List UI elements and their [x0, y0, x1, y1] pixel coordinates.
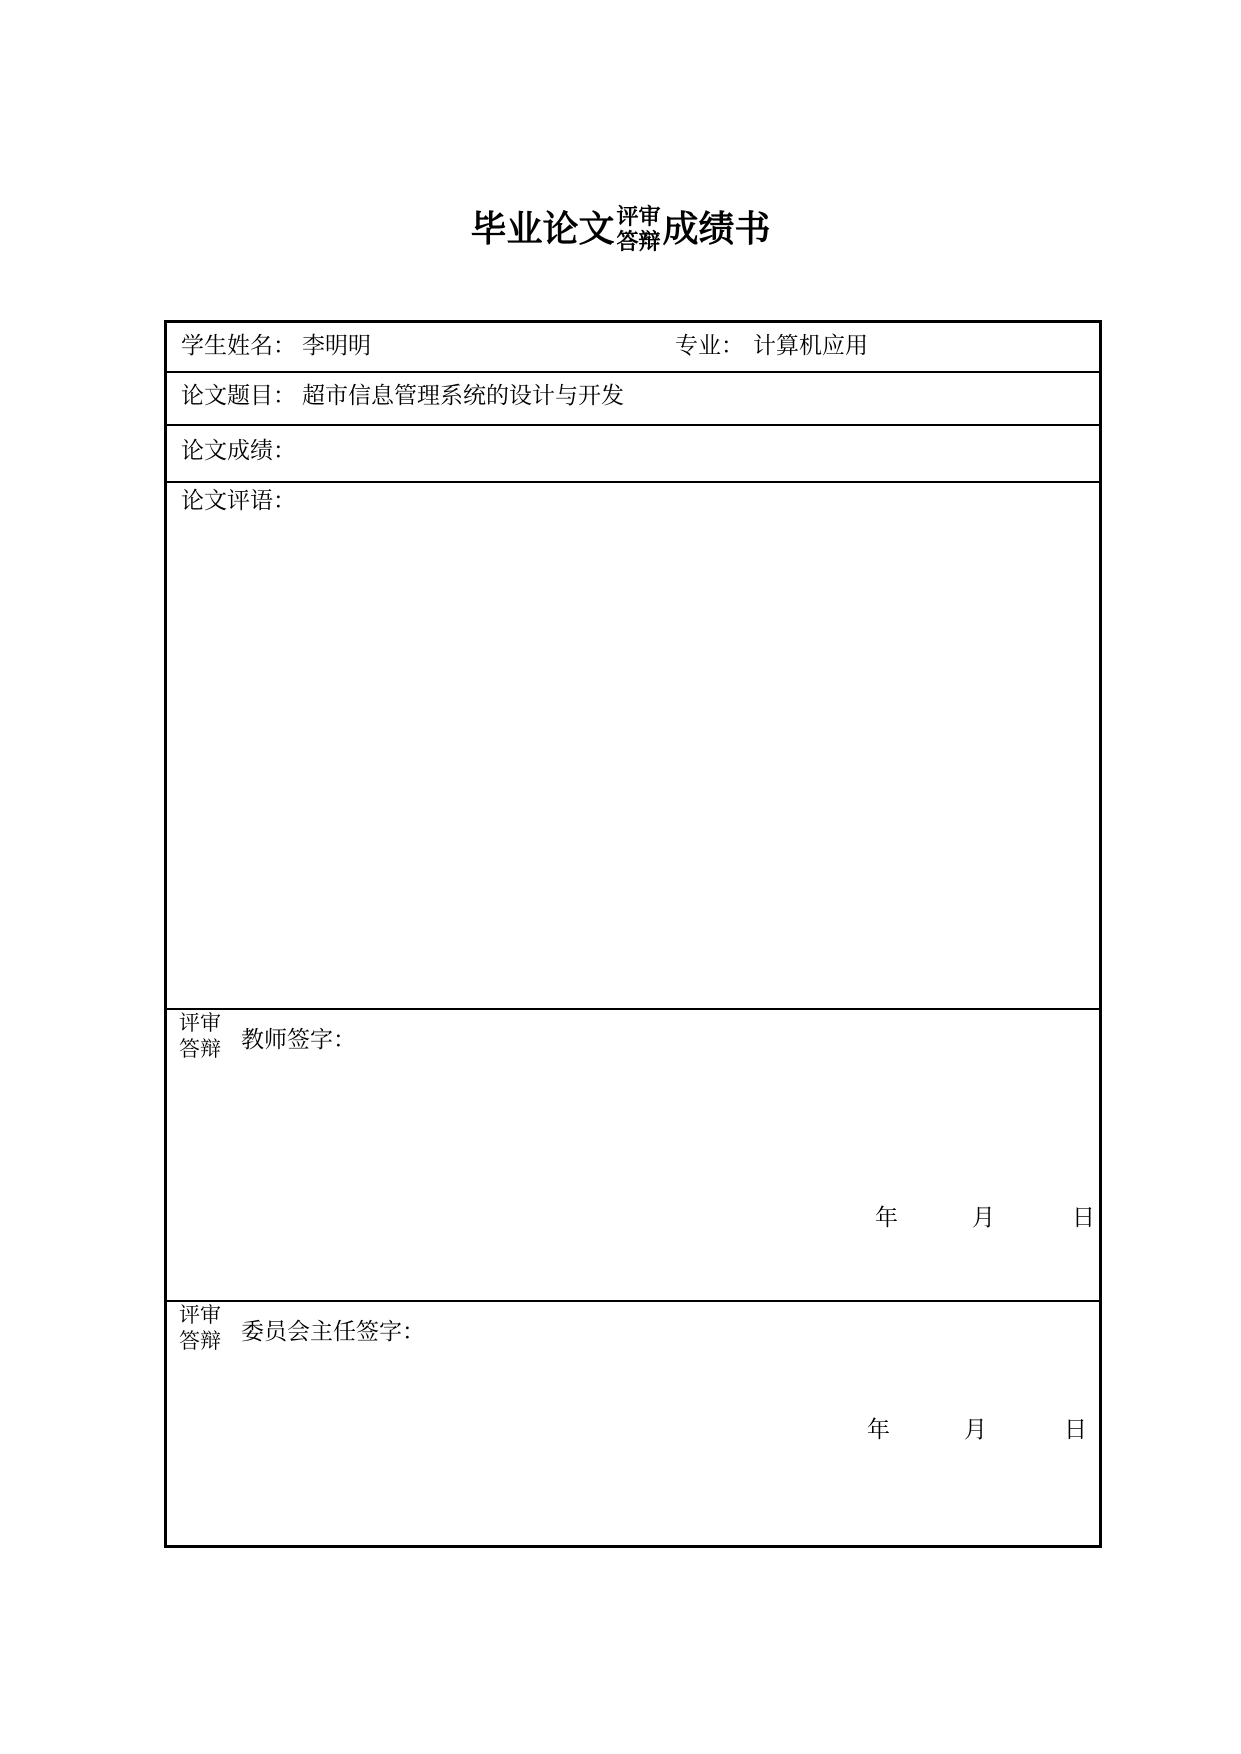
student-name-label: 学生姓名：: [181, 333, 296, 359]
teacher-date-year: 年: [875, 1205, 898, 1231]
committee-date-day: 日: [1064, 1417, 1087, 1443]
title-prefix: 毕业论文: [470, 209, 615, 251]
major-label: 专业：: [675, 333, 744, 359]
title-stack-top: 评审: [616, 205, 661, 230]
committee-review-defense-stack: [179, 1302, 221, 1355]
page-title: [0, 205, 1241, 256]
thesis-topic-row: [167, 373, 1099, 426]
thesis-topic-label: 论文题目：: [181, 383, 296, 409]
committee-stack-bottom: 答辩: [179, 1329, 221, 1354]
teacher-review-defense-stack: [179, 1010, 221, 1063]
thesis-grade-label: 论文成绩：: [181, 438, 296, 464]
teacher-date-month: 月: [972, 1205, 995, 1231]
student-info-row: [167, 323, 1099, 373]
teacher-signature-row: [167, 1010, 1099, 1302]
thesis-comment-label: 论文评语：: [181, 488, 296, 514]
thesis-topic-value: 超市信息管理系统的设计与开发: [302, 383, 624, 409]
title-suffix: 成绩书: [662, 209, 771, 251]
major-value: 计算机应用: [753, 333, 868, 359]
committee-date-month: 月: [964, 1417, 987, 1443]
committee-signature-row: [167, 1302, 1099, 1545]
teacher-stack-top: 评审: [179, 1011, 221, 1035]
teacher-stack-bottom: 答辩: [179, 1037, 221, 1062]
title-review-defense-stack: [616, 205, 660, 256]
teacher-sign-label: 教师签字：: [241, 1027, 356, 1053]
committee-date-year: 年: [867, 1417, 890, 1443]
committee-sign-label: 委员会主任签字：: [241, 1319, 425, 1345]
thesis-comment-row: [167, 483, 1099, 1010]
committee-stack-top: 评审: [179, 1303, 221, 1327]
teacher-date-day: 日: [1072, 1205, 1095, 1231]
thesis-grade-row: [167, 426, 1099, 483]
title-stack-bottom: 答辩: [616, 230, 661, 256]
grade-form-table: [164, 320, 1102, 1548]
student-name-value: 李明明: [302, 333, 371, 359]
